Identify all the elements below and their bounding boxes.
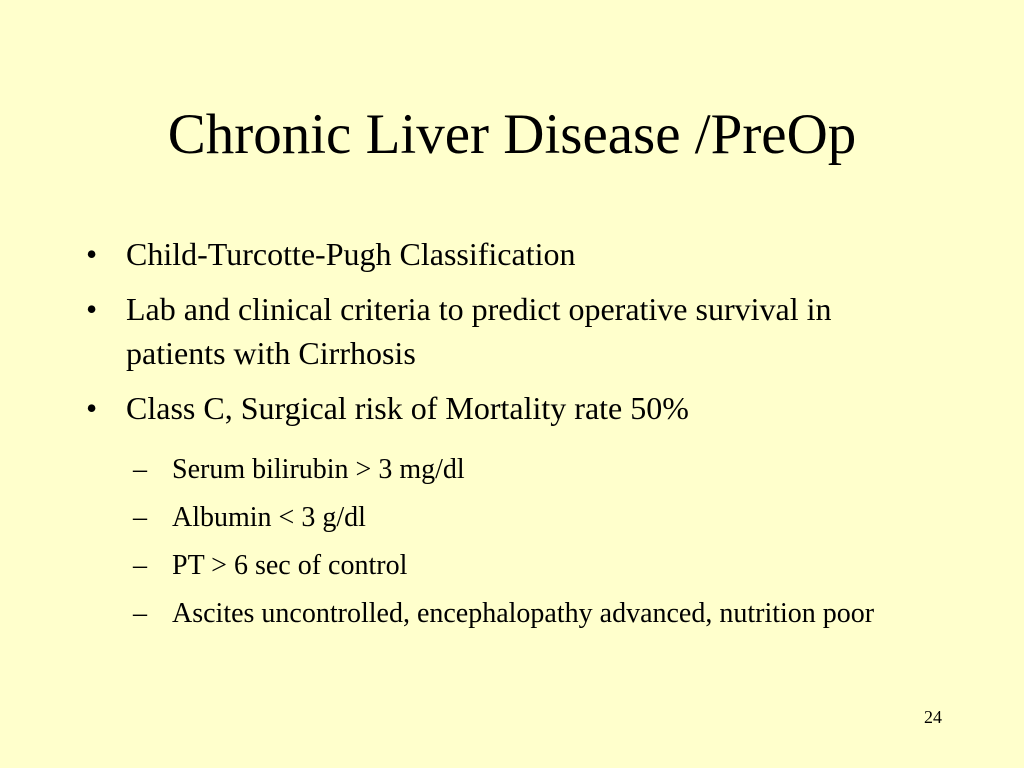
bullet-text: Lab and clinical criteria to predict operative survival in patients with Cirrhosis — [126, 291, 832, 371]
dash-icon: – — [133, 550, 147, 581]
bullet-icon: • — [86, 291, 98, 327]
bullet-item — [86, 287, 886, 375]
sub-bullet-item — [133, 499, 883, 537]
bullet-icon: • — [86, 236, 98, 272]
sub-bullet-text: Ascites uncontrolled, encephalopathy advanced, nutrition poor — [172, 598, 875, 629]
dash-icon: – — [133, 454, 147, 485]
page-number: 24 — [924, 707, 942, 727]
sub-bullet-item — [133, 595, 883, 633]
bullet-item — [86, 386, 886, 430]
sub-bullet-list — [133, 451, 883, 643]
sub-bullet-text: Albumin < 3 g/dl — [172, 502, 366, 533]
bullet-text: Class C, Surgical risk of Mortality rate 50% — [126, 390, 689, 426]
sub-bullet-item — [133, 451, 883, 489]
dash-icon: – — [133, 502, 147, 533]
bullet-list — [86, 232, 886, 441]
sub-bullet-text: Serum bilirubin > 3 mg/dl — [172, 454, 465, 485]
sub-bullet-item — [133, 547, 883, 585]
slide-title: Chronic Liver Disease /PreOp — [167, 103, 857, 166]
sub-bullet-text: PT > 6 sec of control — [172, 550, 408, 581]
bullet-text: Child-Turcotte-Pugh Classification — [126, 236, 576, 272]
bullet-icon: • — [86, 390, 98, 426]
dash-icon: – — [133, 598, 147, 629]
bullet-item — [86, 232, 886, 276]
